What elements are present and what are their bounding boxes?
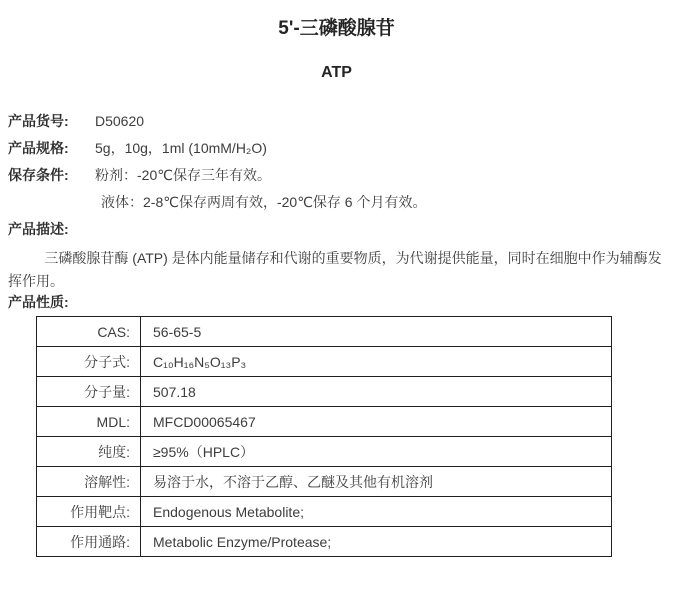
table-row-solubility	[37, 467, 612, 497]
properties-heading: 产品性质:	[8, 294, 69, 310]
page-title: 5'-三磷酸腺苷	[278, 18, 395, 39]
mdl-value-cell: MFCD00065467	[141, 407, 612, 437]
molecular-formula-value-cell: C₁₀H₁₆N₅O₁₃P₃	[141, 347, 612, 377]
specifications-value: 5g，10g，1ml (10mM/H₂O)	[95, 140, 267, 156]
product-info-block	[8, 112, 673, 211]
table-row-mdl	[37, 407, 612, 437]
pathway-value-cell: Metabolic Enzyme/Protease;	[141, 527, 612, 557]
info-row-specifications	[8, 139, 673, 157]
purity-label-cell: 纯度:	[37, 437, 141, 467]
catalog-number-label: 产品货号:	[8, 113, 69, 129]
table-row-pathway	[37, 527, 612, 557]
table-row-cas	[37, 317, 612, 347]
mdl-label-cell: MDL:	[37, 407, 141, 437]
description-heading: 产品描述:	[8, 221, 69, 237]
info-row-storage	[8, 166, 673, 184]
storage-value-powder: 粉剂：-20℃保存三年有效。	[95, 167, 271, 183]
info-row-storage-liquid	[8, 193, 673, 211]
storage-value-liquid: 液体：2-8℃保存两周有效，-20℃保存 6 个月有效。	[101, 194, 427, 210]
table-row-purity	[37, 437, 612, 467]
storage-label: 保存条件:	[8, 167, 69, 183]
description-paragraph: 三磷酸腺苷酶 (ATP) 是体内能量储存和代谢的重要物质，为代谢提供能量，同时在细胞中作为辅酶发挥作用。	[8, 250, 662, 289]
purity-value-cell: ≥95%（HPLC）	[141, 437, 612, 467]
molecular-weight-value-cell: 507.18	[141, 377, 612, 407]
target-value-cell: Endogenous Metabolite;	[141, 497, 612, 527]
cas-value-cell: 56-65-5	[141, 317, 612, 347]
cas-label-cell: CAS:	[37, 317, 141, 347]
molecular-weight-label-cell: 分子量:	[37, 377, 141, 407]
catalog-number-value: D50620	[95, 113, 145, 129]
solubility-label-cell: 溶解性:	[37, 467, 141, 497]
specifications-label: 产品规格:	[8, 140, 69, 156]
pathway-label-cell: 作用通路:	[37, 527, 141, 557]
table-row-molecular-formula	[37, 347, 612, 377]
target-label-cell: 作用靶点:	[37, 497, 141, 527]
table-row-target	[37, 497, 612, 527]
properties-table	[36, 316, 612, 557]
molecular-formula-label-cell: 分子式:	[37, 347, 141, 377]
table-row-molecular-weight	[37, 377, 612, 407]
info-row-catalog-number	[8, 112, 673, 130]
solubility-value-cell: 易溶于水，不溶于乙醇、乙醚及其他有机溶剂	[141, 467, 612, 497]
page-subtitle: ATP	[321, 64, 352, 81]
